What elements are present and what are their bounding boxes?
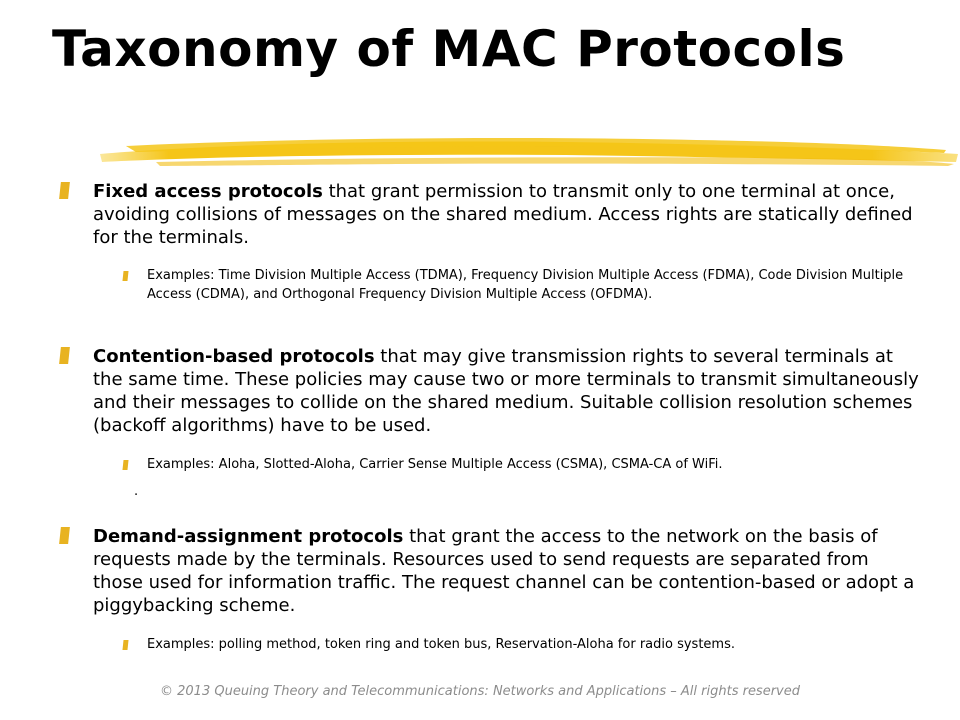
sub-bullet-text: Examples: Time Division Multiple Access (TDMA), Frequency Division Multiple Access (FDMA), Code Division Multiple Access (CDMA), and Orthogonal Frequency Division Multiple Access (OFDMA). xyxy=(147,268,904,302)
bullet-text xyxy=(93,180,923,249)
bullet-description: that grant permission to transmit only to one terminal at once, avoiding collisions of messages on the shared medium. Access rights are statically defined for the terminals. xyxy=(93,181,913,248)
bullet-marker-icon xyxy=(59,182,70,199)
sub-bullet-marker-icon xyxy=(122,460,128,470)
bullet-marker-icon xyxy=(59,347,70,364)
bullet-term: Demand-assignment protocols xyxy=(93,526,404,547)
bullet-description: that may give transmission rights to several terminals at the same time. These policies may cause two or more terminals to transmit simultaneously and their messages to collide on the shared medium. Suitable collision resolution schemes (backoff algorithms) have to be used. xyxy=(93,346,919,436)
sub-bullet-text: Examples: Aloha, Slotted-Aloha, Carrier Sense Multiple Access (CSMA), CSMA-CA of WiFi. xyxy=(147,457,723,472)
slide-title: Taxonomy of MAC Protocols xyxy=(52,20,846,78)
sub-bullet-marker-icon xyxy=(122,640,128,650)
bullet-text xyxy=(93,345,923,437)
bullet-term: Fixed access protocols xyxy=(93,181,323,202)
highlighter-stroke-decoration xyxy=(96,128,960,174)
bullet-term: Contention-based protocols xyxy=(93,346,375,367)
sub-bullet-marker-icon xyxy=(122,271,128,281)
bullet-text xyxy=(93,525,923,617)
bullet-marker-icon xyxy=(59,527,70,544)
sub-bullet-text: Examples: polling method, token ring and token bus, Reservation-Aloha for radio systems. xyxy=(147,637,735,652)
copyright-footer: © 2013 Queuing Theory and Telecommunications: Networks and Applications – All rights reserved xyxy=(160,684,800,699)
bullet-description: that grant the access to the network on the basis of requests made by the terminals. Resources used to send requests are separated from those used for information traffic. The request channel can be contention-based or adopt a piggybacking scheme. xyxy=(93,526,915,616)
stray-dot: . xyxy=(134,484,139,499)
